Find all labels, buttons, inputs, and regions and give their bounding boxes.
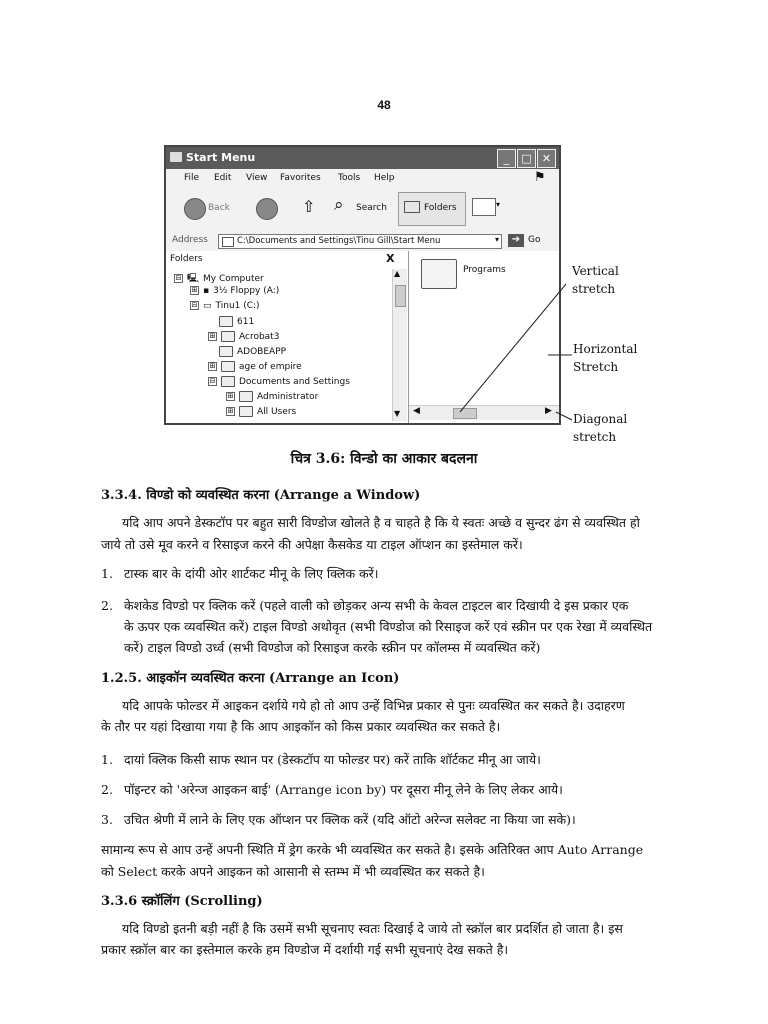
programs-label[interactable]: Programs — [463, 265, 506, 275]
list-item: के ऊपर एक व्यवस्थित करें) टाइल विण्डो अथोवृत (सभी विण्डोज को रिसाइज करें एवं स्क्रीन पर एक रेखा में व्यवस्थित — [124, 619, 653, 634]
expand-icon[interactable]: ⊞ — [209, 332, 216, 340]
window-title: Start Menu — [186, 151, 256, 164]
up-folder-icon[interactable]: ⇧ — [302, 197, 316, 216]
close-button[interactable]: ✕ — [537, 149, 556, 168]
paragraph-line: प्रकार स्क्रॉल बार का इस्तेमाल करके हम विण्डोज में दर्शायी गई सभी सूचनाएं देख सकते है। — [101, 942, 509, 957]
tree-item-label: My Computer — [203, 274, 264, 284]
address-label: Address — [172, 235, 208, 245]
annotation-horizontal: Horizontal Stretch — [573, 342, 638, 374]
list-number: 1. — [101, 752, 113, 767]
scroll-right-icon[interactable]: ▶ — [545, 406, 552, 416]
paragraph-line: यदि आप अपने डेस्कटॉप पर बहुत सारी विण्डोज खोलते है व चाहते है कि ये स्वतः अच्छे व सुन्दर ढंग से व्यवस्थित हो — [122, 515, 640, 530]
menu-file[interactable]: File — [184, 173, 200, 183]
tree-item-label: age of empire — [239, 362, 302, 372]
annotation-diagonal: Diagonal stretch — [573, 412, 628, 444]
search-label[interactable]: Search — [356, 203, 387, 213]
tree-item-label: 3½ Floppy (A:) — [213, 286, 280, 296]
menu-help[interactable]: Help — [374, 173, 395, 183]
maximize-button[interactable]: □ — [517, 149, 536, 168]
menu-tools[interactable]: Tools — [338, 173, 361, 183]
go-arrow-icon[interactable]: ➔ — [508, 234, 524, 247]
minimize-button[interactable]: _ — [497, 149, 516, 168]
list-item: करें) टाइल विण्डो उर्ध्व (सभी विण्डोज को रिसाइज करके स्क्रीन पर कॉलम्स में व्यवस्थित करें) — [124, 640, 541, 655]
tree-item-label: Documents and Settings — [239, 377, 350, 387]
floppy-icon: ▪ — [203, 286, 210, 296]
figure-caption: चित्र 3.6: विन्डो का आकार बदलना — [290, 451, 478, 467]
close-icon[interactable]: X — [386, 252, 395, 265]
menu-edit[interactable]: Edit — [214, 173, 232, 183]
scroll-up-icon[interactable]: ▲ — [394, 269, 401, 278]
list-item: उचित श्रेणी में लाने के लिए एक ऑप्शन पर क्लिक करें (यदि ऑटो अरेन्ज सलेक्ट ना किया जा सके)। — [124, 812, 576, 827]
collapse-icon[interactable]: ⊟ — [209, 377, 216, 385]
annotation-lines — [0, 0, 768, 460]
scroll-left-icon[interactable]: ◀ — [413, 406, 420, 416]
windows-flag-icon: ⚑ — [534, 170, 546, 185]
collapse-icon[interactable]: ⊟ — [191, 301, 198, 309]
menu-view[interactable]: View — [246, 173, 268, 183]
paragraph-line: को Select करके अपने आइकन को आसानी से स्तम्भ में भी व्यवस्थित कर सकते है। — [101, 864, 485, 879]
expand-icon[interactable]: ⊞ — [191, 286, 198, 294]
tree-item-label: 611 — [237, 317, 255, 327]
drive-icon: ▭ — [203, 301, 212, 311]
chevron-down-icon[interactable]: ▾ — [496, 200, 501, 209]
list-item: पॉइन्टर को 'अरेन्ज आइकन बाई' (Arrange icon by) पर दूसरा मीनू लेने के लिए लेकर आये। — [124, 782, 563, 797]
menu-favorites[interactable]: Favorites — [280, 173, 321, 183]
tree-item-label: Tinu1 (C:) — [215, 301, 260, 311]
list-number: 2. — [101, 782, 113, 797]
folders-panel-title: Folders — [170, 254, 203, 264]
go-label[interactable]: Go — [528, 235, 541, 245]
back-label: Back — [208, 203, 230, 213]
section-heading: 3.3.6 स्क्रॉलिंग (Scrolling) — [101, 894, 263, 909]
paragraph-line: जाये तो उसे मूव करने व रिसाइज करने की अपेक्षा कैसकेड या टाइल ऑप्शन का इस्तेमाल करें। — [101, 537, 523, 552]
tree-item-label: ADOBEAPP — [237, 347, 287, 357]
collapse-icon[interactable]: ⊟ — [175, 274, 182, 282]
paragraph-line: के तौर पर यहां दिखाया गया है कि आप आइकॉन को किस प्रकार व्यवस्थित कर सकते है। — [101, 719, 501, 734]
vertical-pointer-line — [460, 284, 566, 412]
section-heading: 1.2.5. आइकॉन व्यवस्थित करना (Arrange an Icon) — [101, 671, 400, 686]
paragraph-line: यदि विण्डो इतनी बड़ी नहीं है कि उसमें सभी सूचनाए स्वतः दिखाई दे जाये तो स्क्रॉल बार प्रदर्शित हो जाता है। इस — [122, 921, 623, 936]
list-item: टास्क बार के दांयी ओर शार्टकट मीनू के लिए क्लिक करें। — [124, 566, 379, 581]
diagonal-pointer-line — [556, 412, 572, 420]
list-item: दायां क्लिक किसी साफ स्थान पर (डेस्कटॉप या फोल्डर पर) करें ताकि शॉर्टकट मीनू आ जाये। — [124, 752, 541, 767]
expand-icon[interactable]: ⊞ — [227, 392, 234, 400]
annotation-vertical: Vertical stretch — [572, 264, 619, 296]
folders-label: Folders — [424, 203, 457, 213]
tree-item-label: Administrator — [257, 392, 319, 402]
tree-item-label: Acrobat3 — [239, 332, 280, 342]
section-heading: 3.3.4. विण्डो को व्यवस्थित करना (Arrange a Window) — [101, 488, 421, 503]
computer-icon: 🖳 — [187, 274, 200, 284]
search-icon[interactable]: ⌕ — [334, 195, 344, 215]
tree-item-label: All Users — [257, 407, 297, 417]
paragraph-line: सामान्य रूप से आप उन्हें अपनी स्थिति में ड्रेग करके भी व्यवस्थित कर सकते है। इसके अतिरिक्त आप Auto Arrange — [101, 842, 644, 857]
paragraph-line: यदि आपके फोल्डर में आइकन दर्शाये गये हो तो आप उन्हें विभिन्न प्रकार से पुनः व्यवस्थित कर सकते है। उदाहरण — [122, 698, 625, 713]
expand-icon[interactable]: ⊞ — [227, 407, 234, 415]
list-item: केशकेड विण्डो पर क्लिक करें (पहले वाली को छोड़कर अन्य सभी के केवल टाइटल बार दिखायी दे इस प्रकार एक — [124, 598, 629, 613]
list-number: 1. — [101, 566, 113, 581]
list-number: 2. — [101, 598, 113, 613]
list-number: 3. — [101, 812, 113, 827]
expand-icon[interactable]: ⊞ — [209, 362, 216, 370]
address-value: C:\Documents and Settings\Tinu Gill\Start Menu — [237, 236, 441, 246]
scroll-down-icon[interactable]: ▼ — [394, 409, 401, 418]
chevron-down-icon[interactable]: ▾ — [494, 235, 499, 244]
page-number: 48 — [377, 98, 391, 112]
